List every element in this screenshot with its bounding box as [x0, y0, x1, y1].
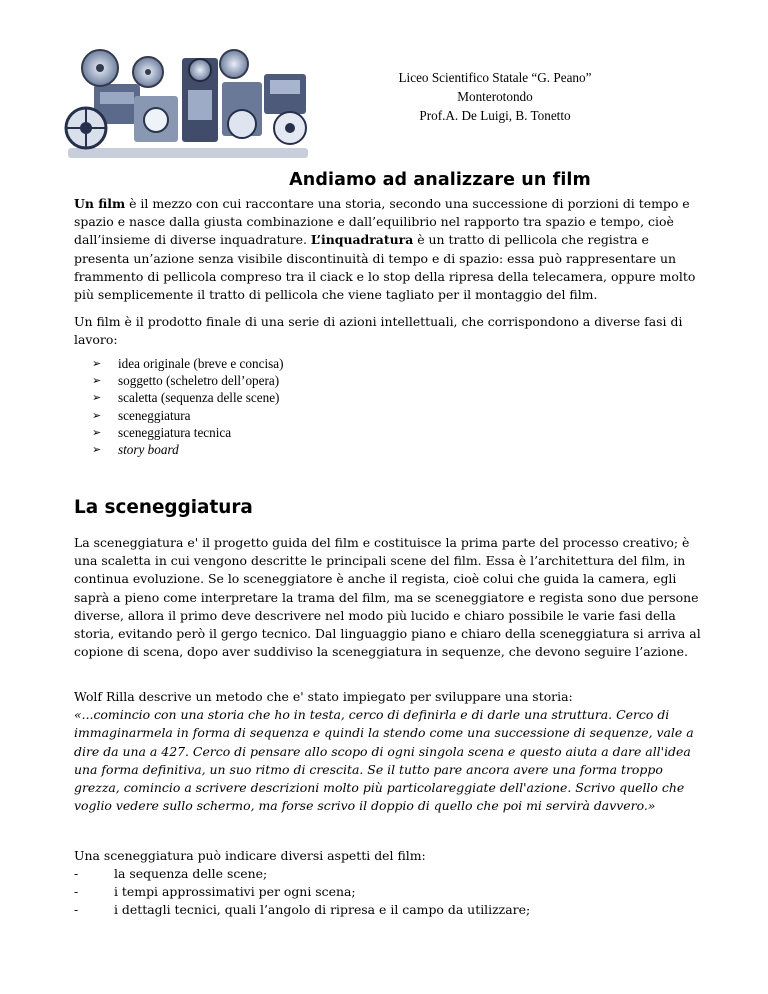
list-item: - i dettagli tecnici, quali l’angolo di ripresa e il campo da utilizzare;	[74, 902, 531, 918]
list-item: ➢ sceneggiatura tecnica	[92, 424, 232, 440]
school-city: Monterotondo	[457, 89, 533, 104]
arrow-bullet-icon: ➢	[92, 425, 102, 439]
document-title: Andiamo ad analizzare un film	[289, 170, 591, 190]
phases-intro-paragraph: Un film è il prodotto finale di una serie di azioni intellettuali, che corrispondono a diverse fasi di lavoro:	[74, 314, 683, 348]
aspects-intro: Una sceneggiatura può indicare diversi aspetti del film:	[74, 848, 426, 863]
arrow-bullet-icon: ➢	[92, 357, 102, 370]
list-item: ➢ idea originale (breve e concisa)	[92, 356, 284, 371]
school-header	[330, 68, 660, 125]
arrow-bullet-icon: ➢	[92, 443, 102, 457]
school-name: Liceo Scientifico Statale “G. Peano”	[398, 70, 592, 85]
aspects-list	[74, 865, 530, 920]
term-film: Un film	[74, 196, 126, 211]
intro-text-b: è un tratto di pellicola che registra e presenta un’azione senza visibile discontinuità di tempo e di spazio: essa può rappresentare un frammento di pellicola compreso tra il ciack e lo stop della ripresa della telecamera, oppure molto più semplicemente il tratto di pellicola che viene tagliato per il montaggio del film.	[74, 232, 696, 303]
rilla-quote: «...comincio con una storia che ho in testa, cerco di definirla e di darle una struttura. Cerco di immaginarmela in forma di sequenza e quindi la stendo come una successione di sequenze, vale a dire da una a 427. Cerco di pensare allo scopo di ogni singola scena e questo aiuta a dare all'idea una forma definitiva, un suo ritmo di crescita. Se il tutto pare ancora avere una forma troppo grezza, comincio a scrivere descrizioni molto più particolareggiate dell'azione. Scrivo quello che voglio vedere sullo schermo, ma forse scrivo il doppio di quello che poi mi servirà davvero.»	[74, 707, 694, 814]
list-item: ➢ story board	[92, 442, 179, 458]
rilla-paragraph	[74, 688, 704, 815]
phases-list	[92, 355, 284, 458]
section-title: La sceneggiatura	[74, 497, 253, 518]
arrow-bullet-icon: ➢	[92, 374, 102, 388]
rilla-intro: Wolf Rilla descrive un metodo che e' stato impiegato per sviluppare una storia:	[74, 689, 573, 704]
list-item: - la sequenza delle scene;	[74, 866, 268, 881]
film-projectors-illustration	[64, 44, 312, 162]
intro-paragraph	[74, 195, 704, 304]
list-item: - i tempi approssimativi per ogni scena;	[74, 884, 356, 900]
list-item: ➢ scaletta (sequenza delle scene)	[92, 390, 280, 406]
arrow-bullet-icon: ➢	[92, 391, 102, 405]
list-item: ➢ soggetto (scheletro dell’opera)	[92, 373, 280, 389]
intro-text-a: è il mezzo con cui raccontare una storia, secondo una successione di porzioni di tempo e spazio e nasce dalla giusta combinazione e dall’equilibrio nel rapporto tra spazio e tempo, cioè dall’insieme di diverse inquadrature.	[74, 196, 690, 248]
arrow-bullet-icon: ➢	[92, 408, 102, 422]
sceneggiatura-paragraph: La sceneggiatura e' il progetto guida del film e costituisce la prima parte del processo creativo; è una scaletta in cui vengono descritte le principali scene del film. Essa è l’architettura del film, in continua evoluzione. Se lo sceneggiatore è anche il regista, cioè colui che guida la camera, egli saprà a pieno come interpretare la trama del film, ma se sceneggiatore e regista sono due persone diverse, allora il primo deve descrivere nel modo più lucido e chiaro possibile le varie fasi della storia, evitando però il gergo tecnico. Dal linguaggio piano e chiaro della sceneggiatura si arriva al copione di scena, dopo aver suddiviso la sceneggiatura in sequenze, che devono seguire l’azione.	[74, 535, 701, 660]
list-item: ➢ sceneggiatura	[92, 407, 191, 423]
term-inquadratura: L’inquadratura	[310, 232, 414, 248]
teachers-line: Prof.A. De Luigi, B. Tonetto	[419, 108, 571, 123]
